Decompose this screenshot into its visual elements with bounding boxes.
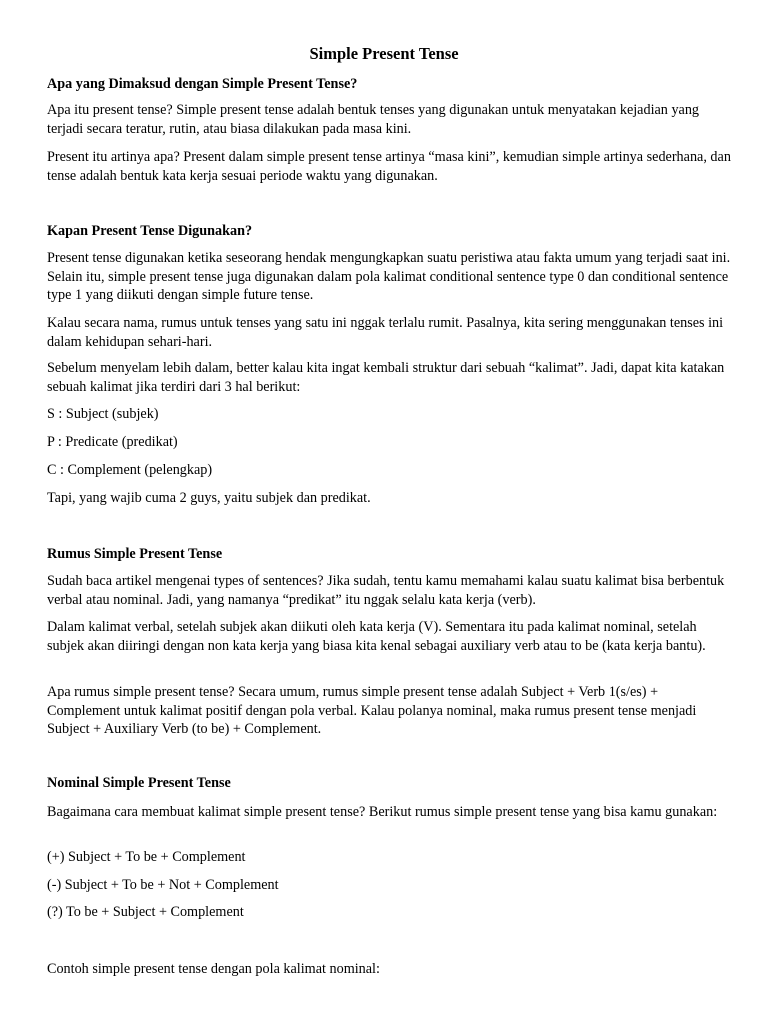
paragraph: Present itu artinya apa? Present dalam simple present tense artinya “masa kini”, kemudian simple artinya sederhana, dan tense adalah bentuk kata kerja sesuai periode waktu yang digunakan. — [47, 149, 731, 184]
paragraph: Present tense digunakan ketika seseorang hendak mengungkapkan suatu peristiwa atau fakta umum yang terjadi saat ini. Selain itu, simple present tense juga digunakan dalam pola kalimat conditional sentence type 0 dan conditional sentence type 1 yang diikuti dengan simple future tense. — [47, 250, 731, 303]
list-item: S : Subject (subjek) — [47, 406, 159, 422]
section-heading: Nominal Simple Present Tense — [47, 775, 231, 791]
document-title: Simple Present Tense — [309, 44, 459, 63]
paragraph: Dalam kalimat verbal, setelah subjek akan diikuti oleh kata kerja (V). Sementara itu pada kalimat nominal, setelah subjek akan diiringi dengan non kata kerja yang biasa kita kenal sebagai auxiliary verb atau to be (kata kerja bantu). — [47, 619, 706, 654]
paragraph: Apa itu present tense? Simple present tense adalah bentuk tenses yang digunakan untuk menyatakan kejadian yang terjadi secara teratur, rutin, atau biasa dilakukan pada masa kini. — [47, 102, 700, 137]
paragraph: Kalau secara nama, rumus untuk tenses yang satu ini nggak terlalu rumit. Pasalnya, kita sering menggunakan tenses ini dalam kehidupan sehari-hari. — [47, 315, 724, 350]
formula-line: (+) Subject + To be + Complement — [47, 849, 246, 865]
section-heading: Rumus Simple Present Tense — [47, 546, 223, 562]
paragraph: Contoh simple present tense dengan pola kalimat nominal: — [47, 961, 380, 977]
section-heading: Apa yang Dimaksud dengan Simple Present Tense? — [47, 76, 358, 92]
paragraph: Apa rumus simple present tense? Secara umum, rumus simple present tense adalah Subject + Verb 1(s/es) + Complement untuk kalimat positif dengan pola verbal. Kalau polanya nominal, maka rumus present tense menjadi Subject + Auxiliary Verb (to be) + Complement. — [47, 684, 697, 737]
section-heading: Kapan Present Tense Digunakan? — [47, 223, 253, 239]
paragraph: Bagaimana cara membuat kalimat simple present tense? Berikut rumus simple present tense yang bisa kamu gunakan: — [47, 804, 718, 820]
list-item: P : Predicate (predikat) — [47, 434, 178, 450]
formula-line: (?) To be + Subject + Complement — [47, 904, 244, 920]
paragraph: Tapi, yang wajib cuma 2 guys, yaitu subjek dan predikat. — [47, 490, 371, 506]
formula-line: (-) Subject + To be + Not + Complement — [47, 877, 279, 893]
paragraph: Sudah baca artikel mengenai types of sentences? Jika sudah, tentu kamu memahami kalau suatu kalimat bisa berbentuk verbal atau nominal. Jadi, yang namanya “predikat” itu nggak selalu kata kerja (verb). — [47, 573, 725, 608]
paragraph: Sebelum menyelam lebih dalam, better kalau kita ingat kembali struktur dari sebuah “kalimat”. Jadi, dapat kita katakan sebuah kalimat jika terdiri dari 3 hal berikut: — [47, 360, 725, 395]
list-item: C : Complement (pelengkap) — [47, 462, 213, 478]
